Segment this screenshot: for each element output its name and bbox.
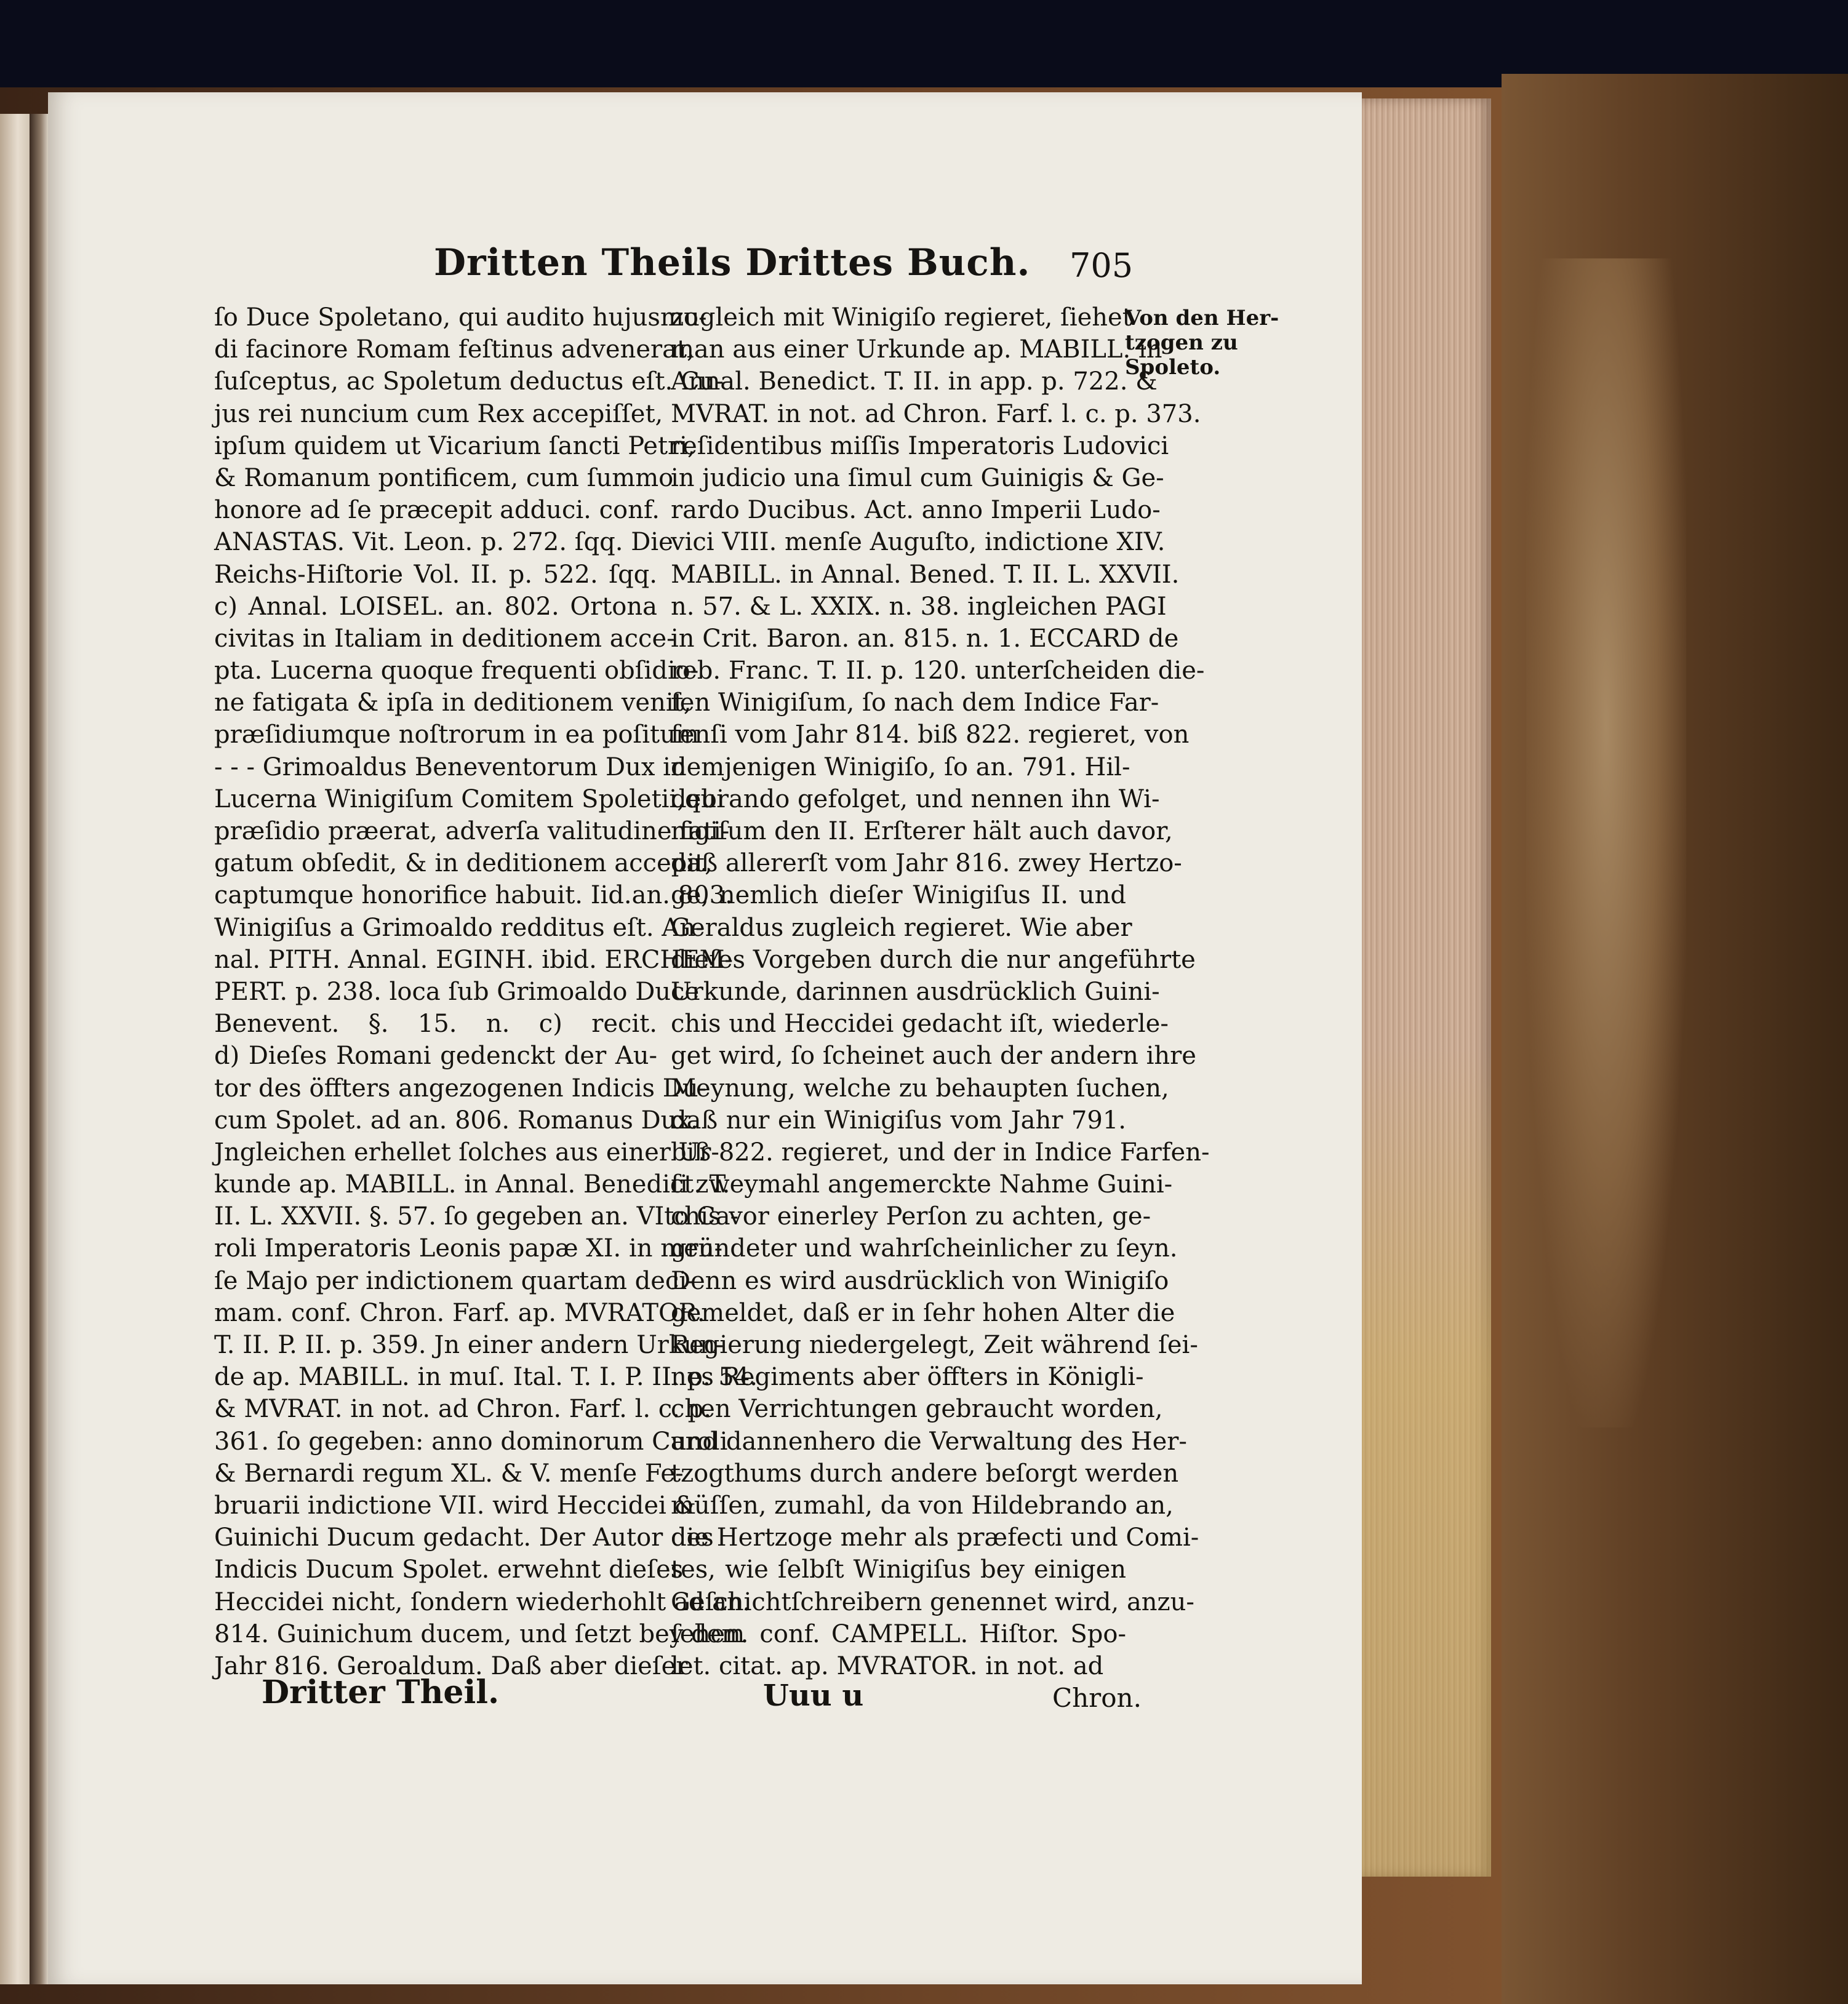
text-line: tor des öffters angezogenen Indicis Du- (214, 1074, 707, 1103)
cover-stain (1526, 258, 1686, 1427)
text-line: civitas in Italiam in deditionem acce- (214, 624, 675, 653)
text-line: nigiſum den II. Erſterer hält auch davor, (671, 817, 1173, 845)
catchword: Chron. (1052, 1683, 1142, 1713)
text-line: n. 57. & L. XXIX. n. 38. ingleichen PAGI (671, 592, 1167, 621)
gathering-mark: Uuu u (763, 1679, 864, 1713)
text-line: bruarii indictione VII. wird Heccidei & (214, 1491, 697, 1520)
text-line: ſen Winigiſum, ſo nach dem Indice Far- (671, 689, 1159, 717)
text-line: Lucerna Winigiſum Comitem Spoletii,qui (214, 784, 725, 813)
text-line: Benevent. §. 15. n. c) recit. (214, 1010, 657, 1039)
text-line: præſidio præerat, adverſa valitudine fati- (214, 817, 730, 845)
text-line: Annal. Benedict. T. II. in app. p. 722. & (671, 367, 1158, 396)
text-line: ſuſceptus, ac Spoletum deductus eſt. Cu- (214, 367, 724, 396)
text-line: ſi zweymahl angemerckte Nahme Guini- (671, 1170, 1173, 1199)
page-number: 705 (1070, 246, 1134, 285)
text-line: c) Annal. LOISEL. an. 802. Ortona (214, 592, 657, 621)
text-line: mam. conf. Chron. Farf. ap. MVRATOR. (214, 1298, 705, 1327)
margin-note-line: Spoleto. (1125, 355, 1221, 380)
text-line: ſe Majo per indictionem quartam deci- (214, 1266, 695, 1295)
text-line: ipſum quidem ut Vicarium ſancti Petri, (214, 431, 695, 460)
text-line: pta. Lucerna quoque frequenti obſidio- (214, 657, 699, 685)
text-line: nes Regiments aber öffters in Königli- (671, 1363, 1144, 1392)
text-line: cum Spolet. ad an. 806. Romanus Dux. (214, 1106, 698, 1135)
text-line: rardo Ducibus. Act. anno Imperii Ludo- (671, 496, 1161, 525)
text-line: Denn es wird ausdrücklich von Winigiſo (671, 1266, 1169, 1295)
text-line: biß 822. regieret, und der in Indice Farfen- (671, 1138, 1210, 1167)
text-line: 361. ſo gegeben: anno dominorum Caroli (214, 1427, 728, 1456)
margin-note-line: Von den Her- (1125, 306, 1279, 330)
text-line: Meynung, welche zu behaupten ſuchen, (671, 1074, 1169, 1103)
text-line: Guinichi Ducum gedacht. Der Autor des (214, 1523, 714, 1552)
text-line: kunde ap. MABILL. in Annal. Benedict. T. (214, 1170, 730, 1199)
facing-page-edge (0, 114, 30, 1984)
text-line: die Hertzoge mehr als præfecti und Comi- (671, 1523, 1199, 1552)
text-line: Indicis Ducum Spolet. erwehnt dieſes (214, 1555, 684, 1584)
text-line: Winigiſus a Grimoaldo redditus eſt. An- (214, 913, 704, 942)
text-line: nal. PITH. Annal. EGINH. ibid. ERCHEM- (214, 945, 733, 974)
text-line: chis vor einerley Perſon zu achten, ge- (671, 1202, 1151, 1231)
text-line: vici VIII. menſe Auguſto, indictione XIV. (671, 528, 1166, 557)
text-line: T. II. P. II. p. 359. Jn einer andern Urkun- (214, 1331, 724, 1359)
text-line: II. L. XXVII. §. 57. ſo gegeben an. VIto Ca- (214, 1202, 739, 1231)
text-line: in judicio una ſimul cum Guinigis & Ge- (671, 463, 1164, 492)
text-line: Urkunde, darinnen ausdrücklich Guini- (671, 977, 1160, 1006)
text-line: tes, wie ſelbſt Winigiſus bey einigen (671, 1555, 1126, 1584)
text-line: daß allererſt vom Jahr 816. zwey Hertzo- (671, 849, 1182, 878)
text-line: und dannenhero die Verwaltung des Her- (671, 1427, 1187, 1456)
text-line: gründeter und wahrſcheinlicher zu ſeyn. (671, 1234, 1178, 1263)
text-line: Heccidei nicht, ſondern wiederhohlt ad an. (214, 1587, 751, 1616)
text-line: dieſes Vorgeben durch die nur angeführte (671, 945, 1196, 974)
text-line: tzogthums durch andere beſorgt werden (671, 1459, 1179, 1488)
text-line: gemeldet, daß er in ſehr hohen Alter die (671, 1298, 1175, 1327)
text-line: get wird, ſo ſcheinet auch der andern ihre (671, 1042, 1196, 1071)
text-line: debrando gefolget, und nennen ihn Wi- (671, 784, 1160, 813)
text-line: demjenigen Winigiſo, ſo an. 791. Hil- (671, 752, 1130, 781)
text-line: daß nur ein Winigiſus vom Jahr 791. (671, 1106, 1126, 1135)
text-line: in Crit. Baron. an. 815. n. 1. ECCARD de (671, 624, 1179, 653)
text-line: fenſi vom Jahr 814. biß 822. regieret, von (671, 721, 1190, 749)
text-line: honore ad ſe præcepit adduci. conf. (214, 496, 660, 525)
running-head: Dritten Theils Drittes Buch. (434, 241, 1031, 284)
text-line: MABILL. in Annal. Bened. T. II. L. XXVII. (671, 560, 1180, 589)
page-fore-edge-discoloration (1362, 1046, 1491, 1877)
text-line: præſidiumque noſtrorum in ea poſitum (214, 721, 699, 749)
text-line: Jngleichen erhellet ſolches aus einer Ur- (214, 1138, 719, 1167)
text-line: chis und Heccidei gedacht iſt, wiederle- (671, 1010, 1169, 1039)
margin-note-line: tzogen zu (1125, 330, 1238, 355)
margin-note (1125, 306, 1279, 380)
text-line: d) Dieſes Romani gedenckt der Au- (214, 1042, 657, 1071)
text-line: chen Verrichtungen gebraucht worden, (671, 1395, 1163, 1424)
text-line: ne fatigata & ipſa in deditionem venit, (214, 689, 692, 717)
book-gutter (30, 114, 48, 1984)
text-line: let. citat. ap. MVRATOR. in not. ad (671, 1651, 1104, 1680)
text-line: de ap. MABILL. in muſ. Ital. T. I. P. II. p. 54. (214, 1363, 758, 1392)
text-line: ANASTAS. Vit. Leon. p. 272. ſqq. Die (214, 528, 673, 557)
text-line: gatum obſedit, & in deditionem accepit, (214, 849, 713, 878)
text-line: müſſen, zumahl, da von Hildebrando an, (671, 1491, 1174, 1520)
text-line: Geraldus zugleich regieret. Wie aber (671, 913, 1132, 942)
text-line: MVRAT. in not. ad Chron. Farf. l. c. p. 373. (671, 399, 1201, 428)
text-line: Regierung niedergelegt, Zeit während ſei- (671, 1331, 1198, 1359)
text-line: ſo Duce Spoletano, qui audito hujusmo- (214, 303, 707, 332)
text-line: ge, nemlich dieſer Winigiſus II. und (671, 881, 1126, 910)
text-line: 814. Guinichum ducem, und ſetzt bey dem (214, 1619, 745, 1648)
text-line: reſidentibus miſſis Imperatoris Ludovici (671, 431, 1169, 460)
text-line: Reichs-Hiſtorie Vol. II. p. 522. ſqq. (214, 560, 657, 589)
text-line: di facinore Romam feſtinus advenerat, (214, 335, 695, 364)
text-line: & Bernardi regum XL. & V. menſe Fe- (214, 1459, 684, 1488)
text-line: Geſchichtſchreibern genennet wird, anzu- (671, 1587, 1194, 1616)
text-line: roli Imperatoris Leonis papæ XI. in men- (214, 1234, 723, 1263)
text-line: zugleich mit Winigiſo regieret, ſiehet (671, 303, 1132, 332)
text-line: & Romanum pontificem, cum ſummo (214, 463, 674, 492)
text-line: ſehen. conf. CAMPELL. Hiſtor. Spo- (671, 1619, 1126, 1648)
text-line: Jahr 816. Geroaldum. Daß aber dieſer (214, 1651, 688, 1680)
text-line: captumque honorifice habuit. Iid.an. 803. (214, 881, 733, 910)
left-text-column (214, 301, 758, 1682)
text-line: jus rei nuncium cum Rex accepiſſet, (214, 399, 663, 428)
text-line: & MVRAT. in not. ad Chron. Farf. l. c. p. (214, 1395, 711, 1424)
text-line: PERT. p. 238. loca ſub Grimoaldo Duce (214, 977, 700, 1006)
text-line: man aus einer Urkunde ap. MABILL. in (671, 335, 1162, 364)
text-line: reb. Franc. T. II. p. 120. unterſcheiden die- (671, 657, 1205, 685)
text-line: - - - Grimoaldus Beneventorum Dux in (214, 752, 687, 781)
signature-mark: Dritter Theil. (262, 1674, 500, 1711)
